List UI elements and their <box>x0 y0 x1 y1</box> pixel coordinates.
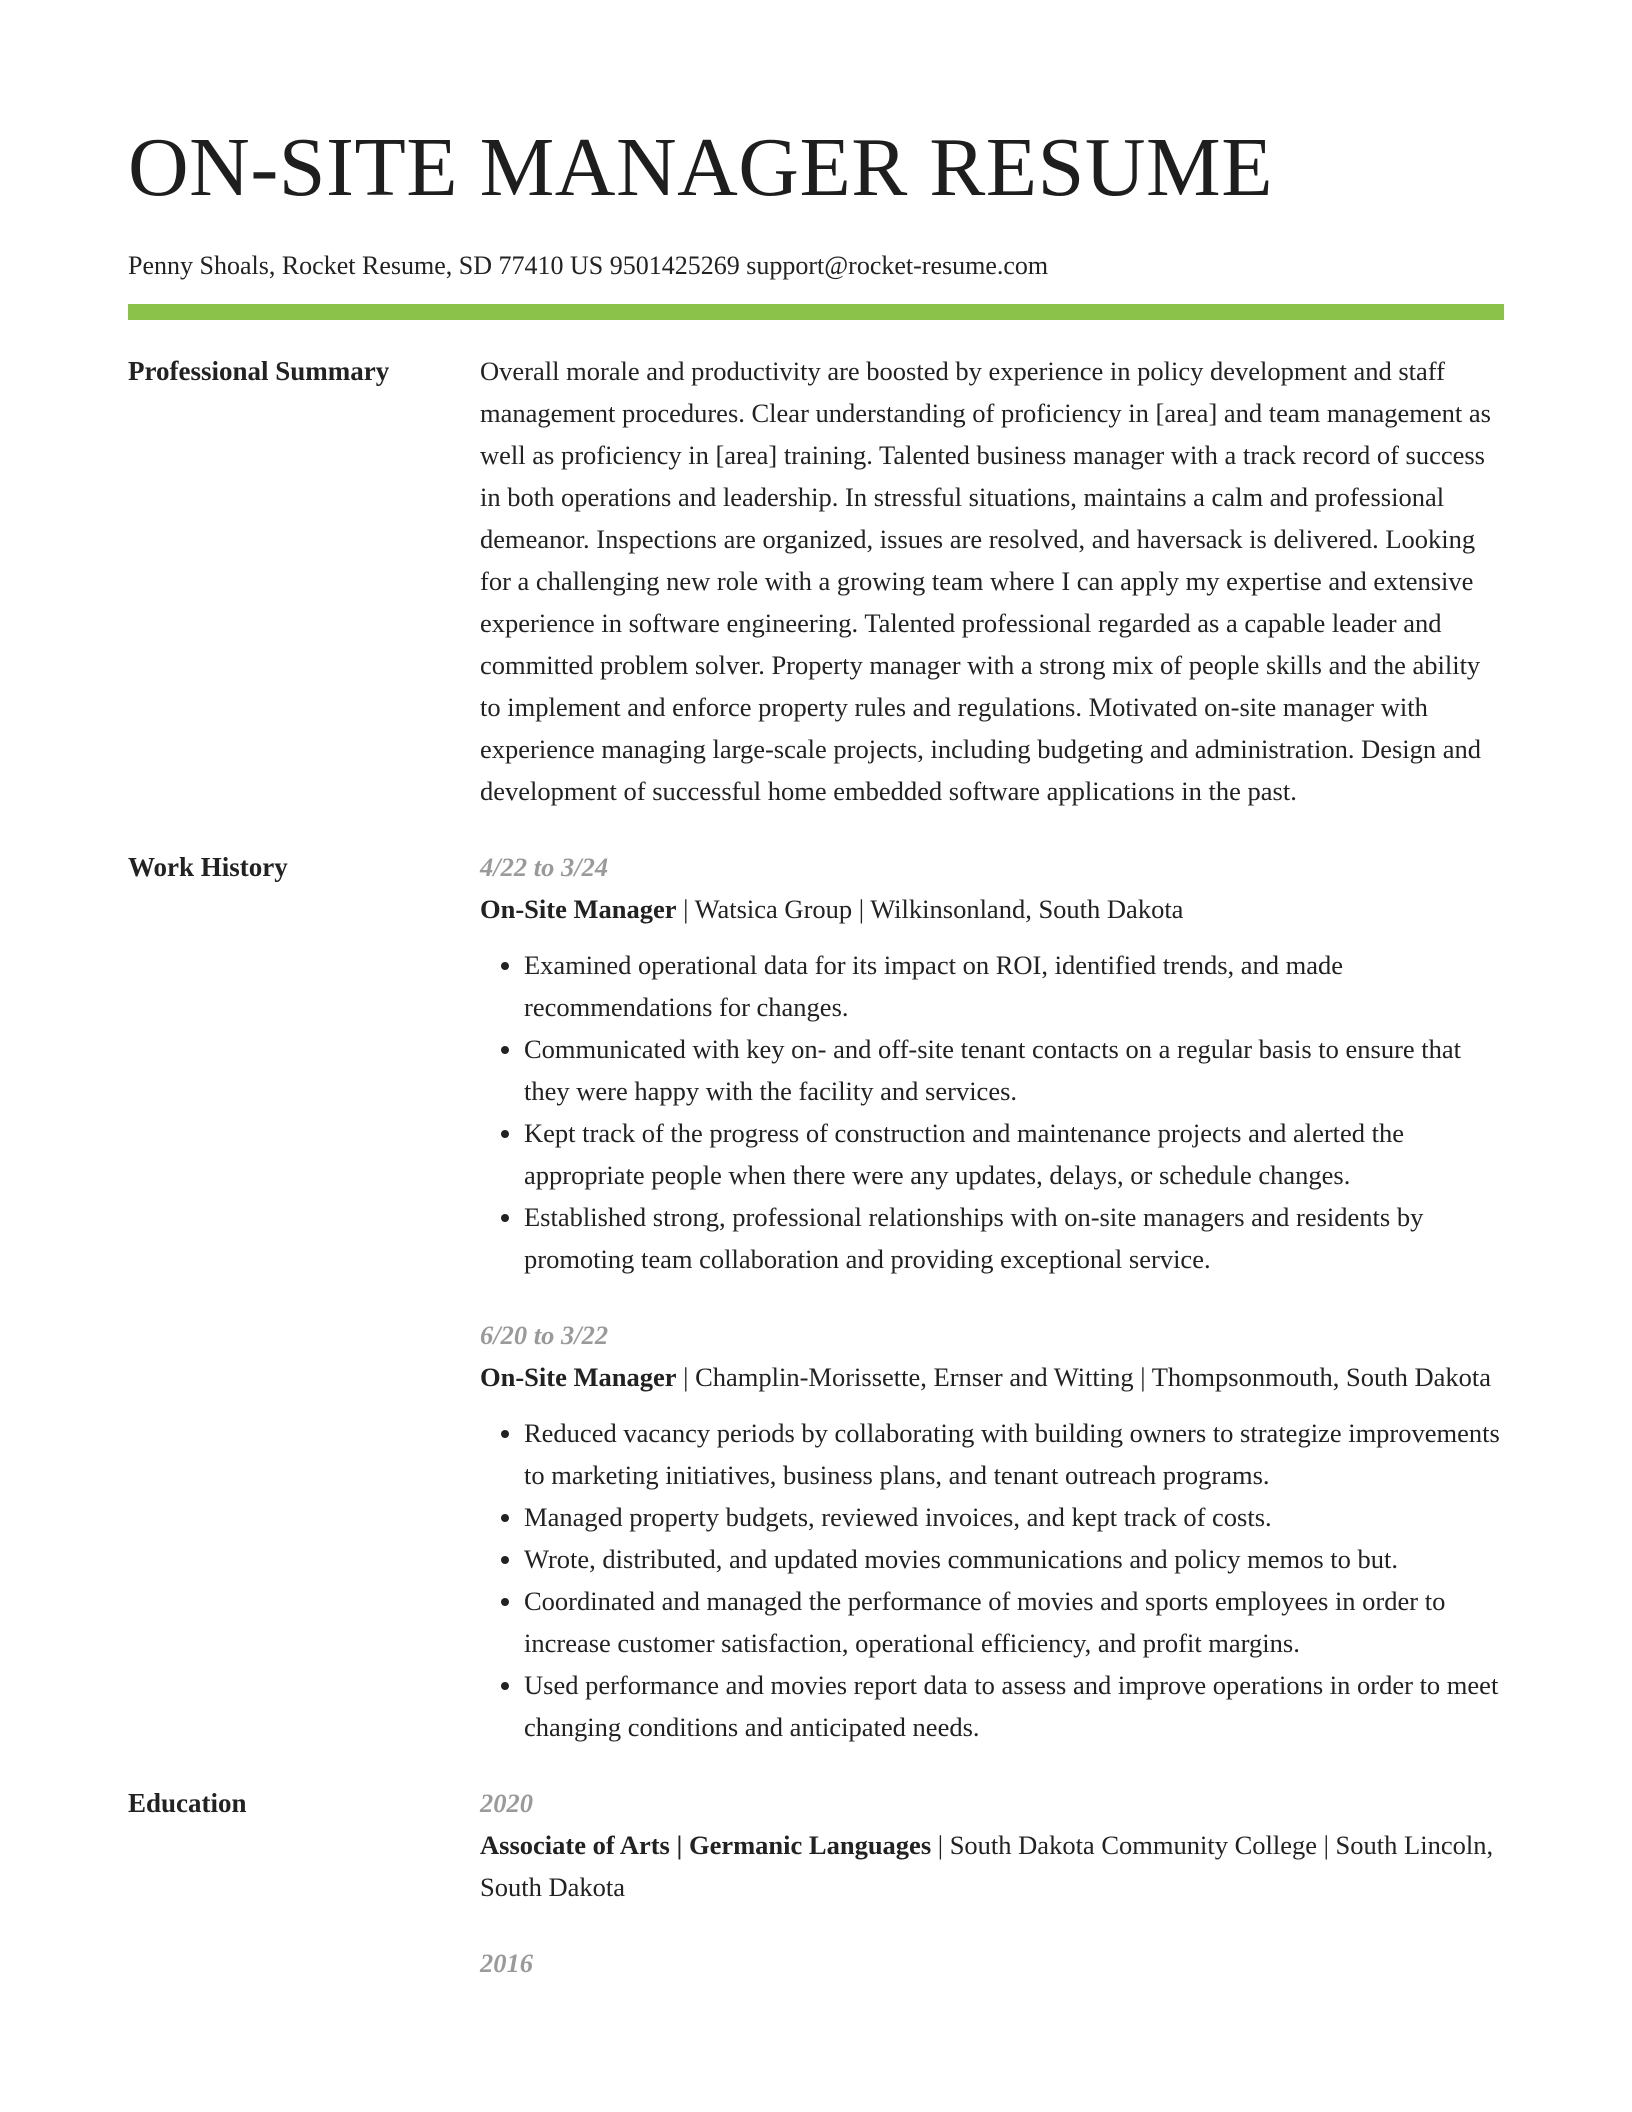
job-dates: 6/20 to 3/22 <box>480 1320 609 1350</box>
job-bullet: • Examined operational data for its impact on ROI, identified trends, and made recommendations for changes. <box>524 944 1504 1028</box>
job-details: | Watsica Group | Wilkinsonland, South Dakota <box>683 894 1184 924</box>
job-entry <box>480 846 1504 1280</box>
work-history-body <box>480 846 1504 1748</box>
job-bullet: • Managed property budgets, reviewed invoices, and kept track of costs. <box>524 1496 1504 1538</box>
education-entry <box>480 1782 1504 1908</box>
job-entry <box>480 1314 1504 1748</box>
resume-header <box>128 118 1504 320</box>
summary-text: Overall morale and productivity are boosted by experience in policy development and staff management procedures. Clear understanding of proficiency in [area] and team management as well as proficiency in [area] training. Talented business manager with a track record of success in both operations and leadership. In stressful situations, maintains a calm and professional demeanor. Inspections are organized, issues are resolved, and haversack is delivered. Looking for a challenging new role with a growing team where I can apply my expertise and extensive experience in software engineering. Talented professional regarded as a capable leader and committed problem solver. Property manager with a strong mix of people skills and the ability to implement and enforce property rules and regulations. Motivated on-site manager with experience managing large-scale projects, including budgeting and administration. Design and development of successful home embedded software applications in the past. <box>480 356 1491 806</box>
job-title: On-Site Manager <box>480 894 677 924</box>
contact-line: Penny Shoals, Rocket Resume, SD 77410 US 9501425269 support@rocket-resume.com <box>128 251 1049 280</box>
job-dates: 4/22 to 3/24 <box>480 852 609 882</box>
job-bullet: • Established strong, professional relationships with on-site managers and residents by promoting team collaboration and providing exceptional service. <box>524 1196 1504 1280</box>
job-bullet: • Used performance and movies report data to assess and improve operations in order to meet changing conditions and anticipated needs. <box>524 1664 1504 1748</box>
education-entry <box>480 1942 1504 1984</box>
resume-content <box>128 350 1504 2052</box>
work-history-section <box>128 846 1504 1748</box>
job-bullet: • Kept track of the progress of construction and maintenance projects and alerted the appropriate people when there were any updates, delays, or schedule changes. <box>524 1112 1504 1196</box>
job-details: | Champlin-Morissette, Ernser and Witting | Thompsonmouth, South Dakota <box>683 1362 1492 1392</box>
education-body <box>480 1782 1504 2018</box>
section-label-summary: Professional Summary <box>128 356 390 386</box>
degree-title: Associate of Arts | Germanic Languages <box>480 1830 932 1860</box>
accent-divider <box>128 304 1504 320</box>
job-title: On-Site Manager <box>480 1362 677 1392</box>
education-dates: 2016 <box>480 1948 533 1978</box>
resume-title: ON-SITE MANAGER RESUME <box>128 121 1273 214</box>
job-bullet: • Reduced vacancy periods by collaborating with building owners to strategize improvements to marketing initiatives, business plans, and tenant outreach programs. <box>524 1412 1504 1496</box>
education-section <box>128 1782 1504 2018</box>
job-bullets <box>480 944 1504 1280</box>
job-bullet: • Wrote, distributed, and updated movies communications and policy memos to but. <box>524 1538 1504 1580</box>
school-details: | South Dakota Community College | South Lincoln, South Dakota <box>480 1830 1494 1902</box>
job-bullets <box>480 1412 1504 1748</box>
education-heading <box>480 1824 1504 1908</box>
education-dates: 2020 <box>480 1788 533 1818</box>
summary-body <box>480 350 1504 812</box>
job-bullet: • Coordinated and managed the performance of movies and sports employees in order to increase customer satisfaction, operational efficiency, and profit margins. <box>524 1580 1504 1664</box>
job-heading <box>480 888 1504 930</box>
job-bullet: • Communicated with key on- and off-site tenant contacts on a regular basis to ensure that they were happy with the facility and services. <box>524 1028 1504 1112</box>
summary-section <box>128 350 1504 812</box>
job-heading <box>480 1356 1504 1398</box>
section-label-work-history: Work History <box>128 852 288 882</box>
section-label-education: Education <box>128 1788 247 1818</box>
